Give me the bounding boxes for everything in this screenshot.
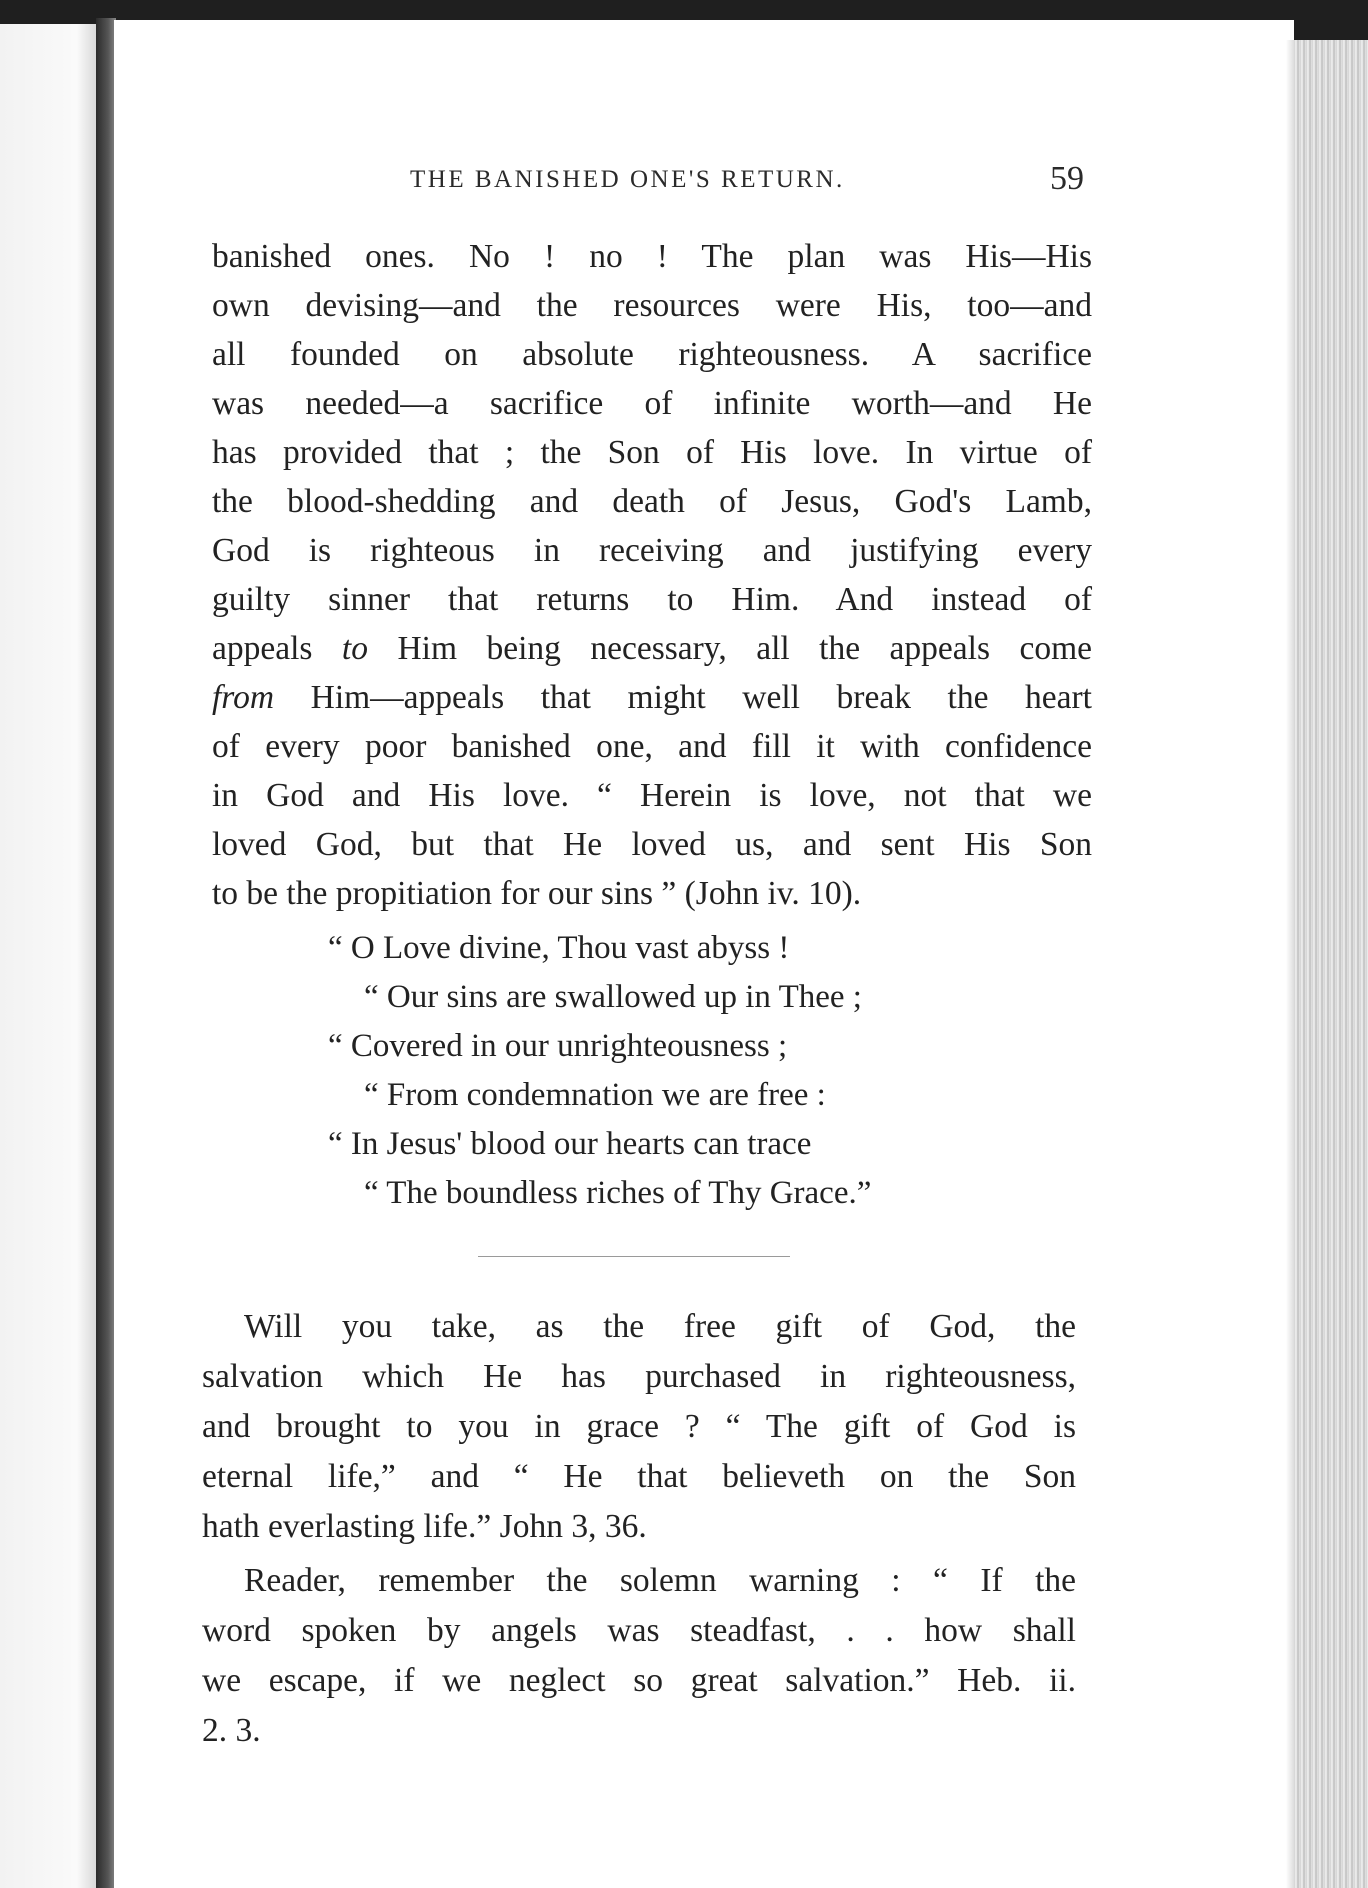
page-number: 59 bbox=[1050, 160, 1084, 197]
text-line: and brought to you in grace ? “ The gift of God is bbox=[202, 1408, 1076, 1445]
text-line: word spoken by angels was steadfast, . . how shall bbox=[202, 1612, 1076, 1649]
verse-line: “ O Love divine, Thou vast abyss ! bbox=[328, 930, 790, 966]
text-line: of every poor banished one, and fill it with confidence bbox=[212, 728, 1092, 765]
text-line: own devising—and the resources were His, too—and bbox=[212, 287, 1092, 324]
book-gutter bbox=[96, 18, 116, 1888]
verse-line: “ In Jesus' blood our hearts can trace bbox=[328, 1126, 812, 1162]
text-segment: Him being necessary, all the appeals come bbox=[367, 630, 1093, 667]
text-line: Will you take, as the free gift of God, the bbox=[244, 1308, 1076, 1345]
running-title: THE BANISHED ONE'S RETURN. bbox=[410, 166, 845, 193]
verse-line: “ Our sins are swallowed up in Thee ; bbox=[364, 979, 862, 1015]
text-line: 2. 3. bbox=[202, 1712, 261, 1749]
left-page-edge bbox=[0, 24, 96, 1888]
paragraph-2 bbox=[202, 1302, 1076, 1552]
text-line: loved God, but that He loved us, and sent His Son bbox=[212, 826, 1092, 863]
text-line: we escape, if we neglect so great salvation.” Heb. ii. bbox=[202, 1662, 1076, 1699]
page-stack-edge bbox=[1294, 40, 1368, 1888]
text-line: God is righteous in receiving and justifying every bbox=[212, 532, 1092, 569]
text-line: guilty sinner that returns to Him. And instead of bbox=[212, 581, 1092, 618]
italic-word: to bbox=[341, 630, 368, 667]
text-segment: appeals bbox=[212, 630, 342, 667]
text-line: has provided that ; the Son of His love. In virtue of bbox=[212, 434, 1092, 471]
text-line: the blood-shedding and death of Jesus, God's Lamb, bbox=[212, 483, 1092, 520]
text-line: all founded on absolute righteousness. A sacrifice bbox=[212, 336, 1092, 373]
italic-word: from bbox=[212, 679, 275, 716]
text-segment: Him—appeals that might well break the heart bbox=[274, 679, 1092, 716]
page-header bbox=[410, 160, 1090, 206]
paragraph-3 bbox=[202, 1556, 1076, 1756]
text-line: hath everlasting life.” John 3, 36. bbox=[202, 1508, 647, 1545]
text-line: eternal life,” and “ He that believeth on the Son bbox=[202, 1458, 1076, 1495]
text-line bbox=[212, 624, 1092, 673]
text-line: salvation which He has purchased in righteousness, bbox=[202, 1358, 1076, 1395]
section-divider bbox=[478, 1256, 790, 1257]
text-line: was needed—a sacrifice of infinite worth—and He bbox=[212, 385, 1092, 422]
paragraph-1 bbox=[212, 232, 1092, 918]
text-line: Reader, remember the solemn warning : “ If the bbox=[244, 1562, 1076, 1599]
hymn-verse bbox=[212, 924, 1092, 1218]
text-line bbox=[212, 673, 1092, 722]
text-line: in God and His love. “ Herein is love, not that we bbox=[212, 777, 1092, 814]
text-line: to be the propitiation for our sins ” (John iv. 10). bbox=[212, 875, 862, 912]
verse-line: “ From condemnation we are free : bbox=[364, 1077, 826, 1113]
verse-line: “ Covered in our unrighteousness ; bbox=[328, 1028, 788, 1064]
verse-line: “ The boundless riches of Thy Grace.” bbox=[364, 1175, 872, 1211]
text-line: banished ones. No ! no ! The plan was His—His bbox=[212, 238, 1092, 275]
